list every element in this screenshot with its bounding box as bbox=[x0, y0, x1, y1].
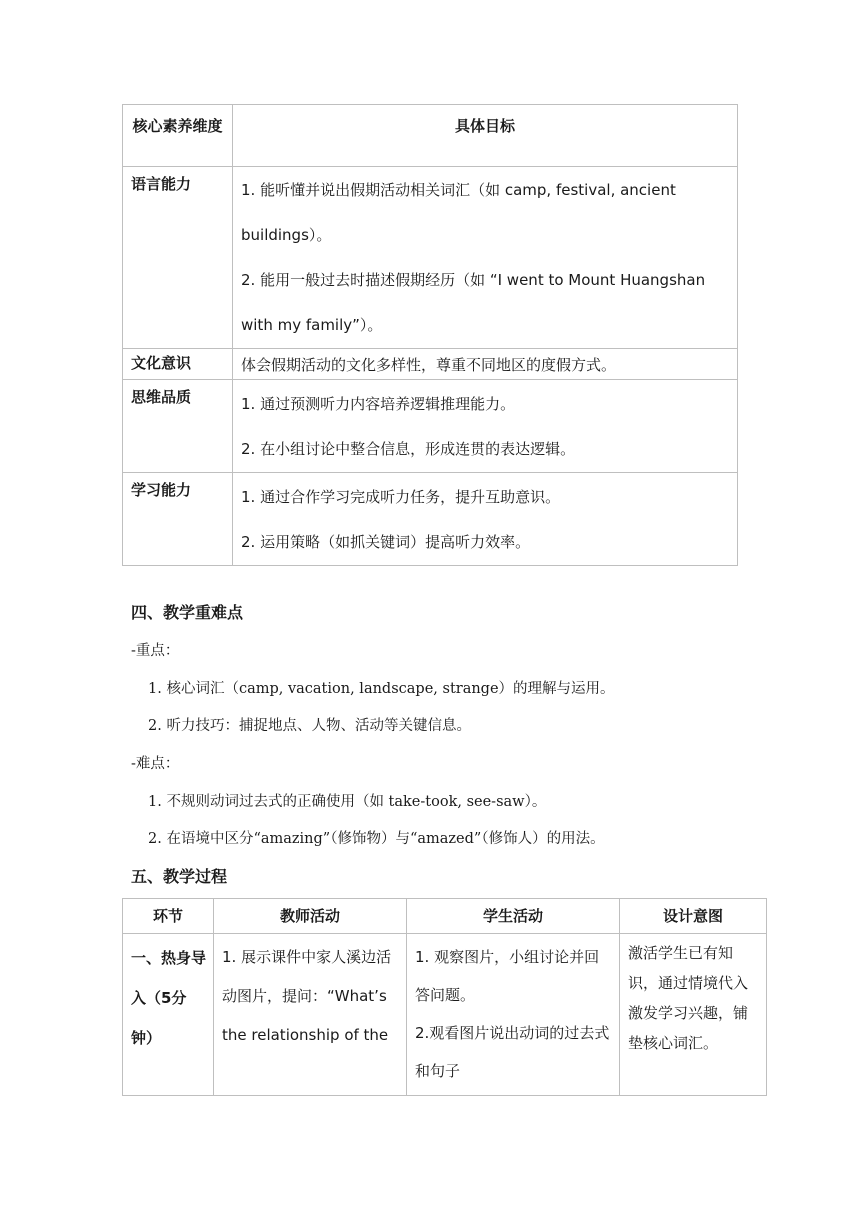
difficult-point-item: 1. 不规则动词过去式的正确使用（如 take-took, see-saw）。 bbox=[148, 794, 547, 810]
key-point-item: 1. 核心词汇（camp, vacation, landscape, strange）的理解与运用。 bbox=[148, 681, 615, 697]
difficult-point-item: 2. 在语境中区分“amazing”（修饰物）与“amazed”（修饰人）的用法。 bbox=[148, 831, 605, 847]
student-activity-cell bbox=[407, 934, 620, 1096]
goal-item: 2. 运用策略（如抓关键词）提高听力效率。 bbox=[241, 533, 531, 551]
stage-cell: 一、热身导入（5分钟） bbox=[123, 934, 214, 1096]
goal-cell-learning bbox=[233, 473, 738, 566]
goal-item: 2. 在小组讨论中整合信息，形成连贯的表达逻辑。 bbox=[241, 440, 576, 458]
objectives-table bbox=[122, 104, 738, 566]
section-title-process: 五、教学过程 bbox=[131, 867, 228, 886]
goal-item: 1. 能听懂并说出假期活动相关词汇（如 camp, festival, ancient buildings）。 bbox=[241, 181, 676, 244]
goal-item: 体会假期活动的文化多样性，尊重不同地区的度假方式。 bbox=[241, 356, 617, 374]
goal-cell-language bbox=[233, 167, 738, 349]
teacher-activity-cell: 1. 展示课件中家人溪边活动图片，提问：“What’s the relationship of the bbox=[214, 934, 407, 1096]
student-activity-item: 1. 观察图片，小组讨论并回答问题。 bbox=[415, 948, 600, 1004]
goal-cell-thinking bbox=[233, 380, 738, 473]
design-intent-cell: 激活学生已有知识，通过情境代入激发学习兴趣，铺垫核心词汇。 bbox=[620, 934, 767, 1096]
key-point-item: 2. 听力技巧：捕捉地点、人物、活动等关键信息。 bbox=[148, 718, 471, 734]
header-student: 学生活动 bbox=[407, 899, 620, 934]
key-label: -重点： bbox=[131, 643, 180, 659]
table-header-dimension: 核心素养维度 bbox=[123, 105, 233, 167]
difficult-label: -难点： bbox=[131, 756, 180, 772]
process-table bbox=[122, 898, 767, 1096]
dimension-language: 语言能力 bbox=[123, 167, 233, 349]
header-intent: 设计意图 bbox=[620, 899, 767, 934]
dimension-learning: 学习能力 bbox=[123, 473, 233, 566]
student-activity-item: 2.观看图片说出动词的过去式和句子 bbox=[415, 1024, 610, 1080]
dimension-culture: 文化意识 bbox=[123, 349, 233, 380]
goal-item: 1. 通过合作学习完成听力任务，提升互助意识。 bbox=[241, 488, 561, 506]
header-stage: 环节 bbox=[123, 899, 214, 934]
section-title-key-points: 四、教学重难点 bbox=[131, 603, 244, 622]
header-teacher: 教师活动 bbox=[214, 899, 407, 934]
goal-cell-culture bbox=[233, 349, 738, 380]
goal-item: 1. 通过预测听力内容培养逻辑推理能力。 bbox=[241, 395, 516, 413]
dimension-thinking: 思维品质 bbox=[123, 380, 233, 473]
goal-item: 2. 能用一般过去时描述假期经历（如 “I went to Mount Huangshan with my family”）。 bbox=[241, 271, 706, 334]
table-header-goals: 具体目标 bbox=[233, 105, 738, 167]
